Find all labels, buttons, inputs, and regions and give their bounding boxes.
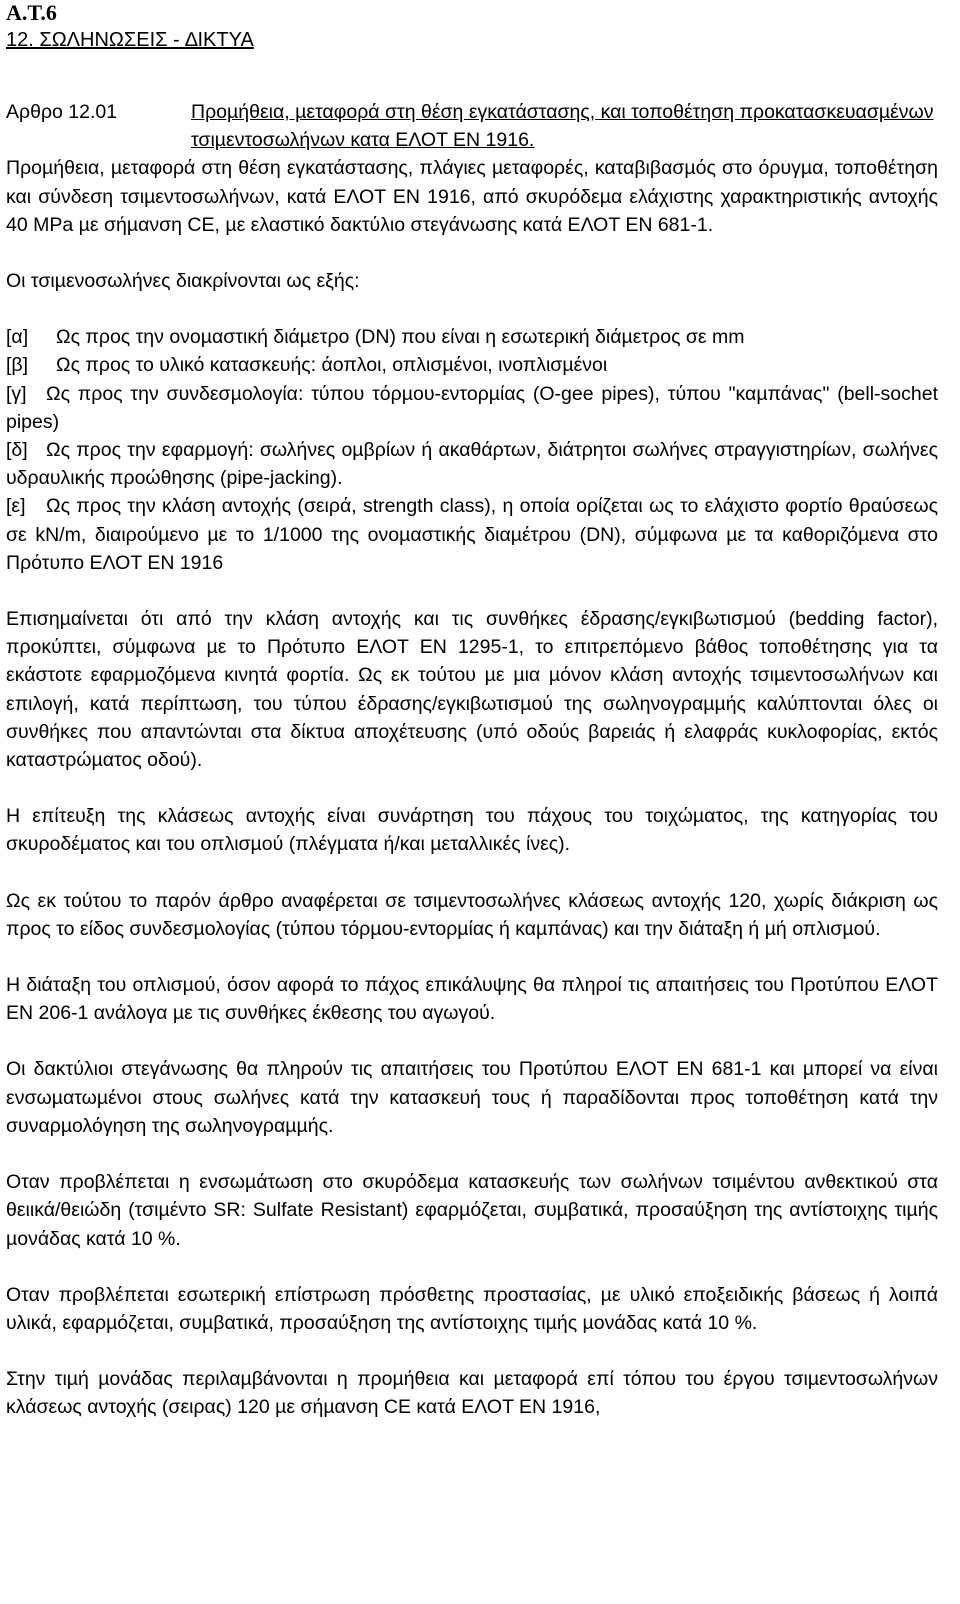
article-title: Προµήθεια, µεταφορά στη θέση εγκατάστασης, και τοποθέτηση προκατασκευασµένων τσιµεντοσωλήνων κατα ΕΛΟΤ ΕΝ 1916. — [191, 101, 934, 152]
list-item — [6, 323, 938, 351]
body-paragraph: Η διάταξη του οπλισµού, όσον αφορά το πάχος επικάλυψης θα πληροί τις απαιτήσεις του Προτύπου ΕΛΟΤ ΕΝ 206-1 ανάλογα µε τις συνθήκες έκθεσης του αγωγού. — [6, 974, 938, 1025]
list-item — [6, 492, 938, 577]
body-paragraph: Επισηµαίνεται ότι από την κλάση αντοχής και τις συνθήκες έδρασης/εγκιβωτισµού (bedding factor), προκύπτει, σύµφωνα µε το Πρότυπο ΕΛΟΤ ΕΝ 1295-1, το επιτρεπόµενο βάθος τοποθέτησης για τα εκάστοτε εφαρµοζόµενα κινητά φορτία. Ως εκ τούτου µε µια µόνον κλάση αντοχής τσιµεντοσωλήνων και επιλογή, κατά περίπτωση, του τύπου έδρασης/εγκιβωτισµού της σωληνογραµµής καλύπτονται όλες οι συνθήκες που απαντώνται στα δίκτυα αποχέτευσης (υπό οδούς βαρειάς ή ελαφράς κυκλοφορίας, εκτός καταστρώµατος οδού). — [6, 608, 938, 772]
list-item-text: Ως προς το υλικό κατασκευής: άοπλοι, οπλισµένοι, ινοπλισµένοι — [56, 354, 608, 377]
intro-paragraph: Προµήθεια, µεταφορά στη θέση εγκατάστασης, πλάγιες µεταφορές, καταβιβασµός στο όρυγµα, τοποθέτηση και σύνδεση τσιµεντοσωλήνων, κατά ΕΛΟΤ ΕΝ 1916, από σκυρόδεµα ελάχιστης χαρακτηριστικής αντοχής 40 MPa µε σήµανση CE, µε ελαστικό δακτύλιο στεγάνωσης κατά ΕΛΟΤ ΕΝ 681-1. — [6, 157, 938, 236]
chapter-title: 12. ΣΩΛΗΝΩΣΕΙΣ - ∆ΙΚΤΥΑ — [6, 29, 254, 51]
list-item-text: Ως προς την συνδεσµολογία: τύπου τόρµου-εντορµίας (O-gee pipes), τύπου "καµπάνας" (bell-sochet pipes) — [6, 382, 938, 433]
body-paragraph: Η επίτευξη της κλάσεως αντοχής είναι συνάρτηση του πάχους του τοιχώµατος, της κατηγορίας του σκυροδέµατος και του οπλισµού (πλέγµατα ή/και µεταλλικές ίνες). — [6, 805, 938, 856]
article-heading — [6, 98, 938, 154]
classification-heading: Οι τσιµενοσωλήνες διακρίνονται ως εξής: — [6, 270, 360, 293]
list-item-marker: [δ] — [6, 439, 28, 462]
body-paragraph: Ως εκ τούτου το παρόν άρθρο αναφέρεται σε τσιµεντοσωλήνες κλάσεως αντοχής 120, χωρίς διάκριση ως προς το είδος συνδεσµολογίας (τύπου τόρµου-εντορµίας ή καµπάνας) και την διάταξη ή µή οπλισµού. — [6, 889, 938, 940]
list-item-marker: [γ] — [6, 382, 27, 405]
classification-list — [6, 323, 938, 577]
body-paragraph: Οταν προβλέπεται εσωτερική επίστρωση πρόσθετης προστασίας, µε υλικό εποξειδικής βάσεως ή λοιπά υλικά, εφαρµόζεται, συµβατικά, προσαύξηση της αντίστοιχης τιµής µονάδας κατά 10 %. — [6, 1283, 938, 1334]
list-item — [6, 351, 938, 379]
list-item-marker: [ε] — [6, 495, 26, 518]
article-number: Αρθρο 12.01 — [6, 101, 118, 123]
list-item-text: Ως προς την κλάση αντοχής (σειρά, strength class), η οποία ορίζεται ως το ελάχιστο φορτίο θραύσεως σε kN/m, διαιρούµενο µε το 1/1000 της ονοµαστικής διαµέτρου (DN), σύµφωνα µε τα καθοριζόµενα στο Πρότυπο ΕΛΟΤ ΕΝ 1916 — [6, 495, 938, 574]
body-paragraph: Στην τιµή µονάδας περιλαµβάνονται η προµήθεια και µεταφορά επί τόπου του έργου τσιµεντοσωλήνων κλάσεως αντοχής (σειρας) 120 µε σήµανση CE κατά ΕΛΟΤ ΕΝ 1916, — [6, 1368, 938, 1419]
body-paragraph: Οταν προβλέπεται η ενσωµάτωση στο σκυρόδεµα κατασκευής των σωλήνων τσιµέντου ανθεκτικού στα θειικά/θειώδη (τσιµέντο SR: Sulfate Resistant) εφαρµόζεται, συµβατικά, προσαύξηση της αντίστοιχης τιµής µονάδας κατά 10 %. — [6, 1171, 938, 1250]
specification-code: Α.Τ.6 — [6, 0, 57, 25]
body-paragraph: Οι δακτύλιοι στεγάνωσης θα πληρούν τις απαιτήσεις του Προτύπου ΕΛΟΤ ΕΝ 681-1 και µπορεί να είναι ενσωµατωµένοι στους σωλήνες κατά την κατασκευή τους ή παραδίδονται προς τοποθέτηση κατά την συναρµολόγηση της σωληνογραµµής. — [6, 1058, 938, 1137]
list-item — [6, 380, 938, 436]
list-item-marker: [α] — [6, 326, 29, 349]
list-item-text: Ως προς την εφαρµογή: σωλήνες οµβρίων ή ακαθάρτων, διάτρητοι σωλήνες στραγγιστηρίων, σωλήνες υδραυλικής προώθησης (pipe-jacking). — [6, 439, 938, 490]
list-item-marker: [β] — [6, 354, 29, 377]
list-item — [6, 436, 938, 492]
list-item-text: Ως προς την ονοµαστική διάµετρο (DN) που είναι η εσωτερική διάµετρος σε mm — [56, 326, 745, 349]
